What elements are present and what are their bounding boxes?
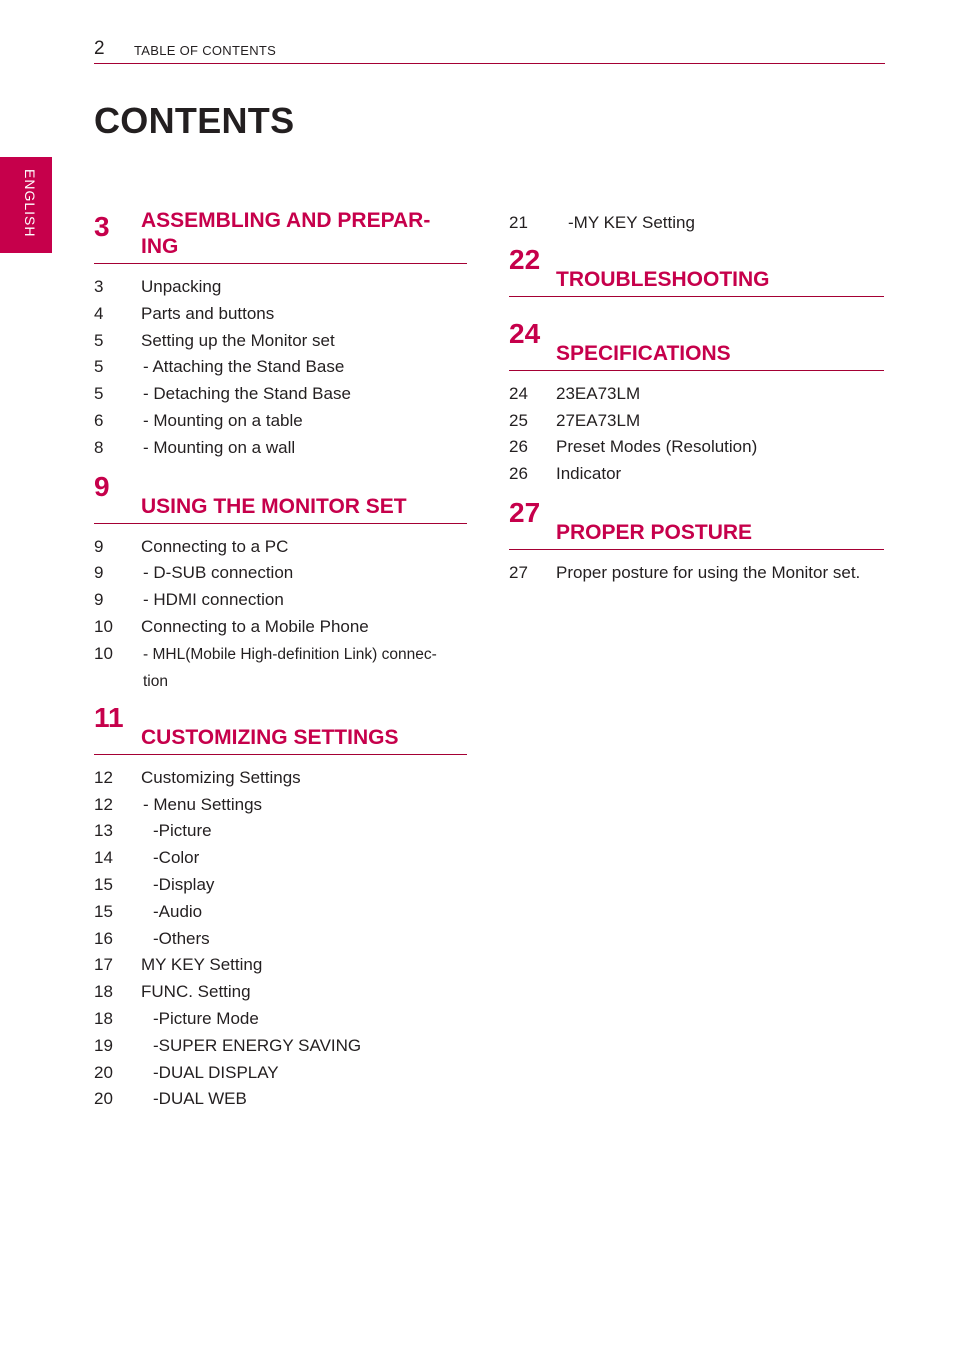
page-number: 2 [94,38,105,59]
entry-text: Connecting to a PC [141,536,289,556]
entry-text: -Display [153,874,215,894]
toc-section-using-monitor [94,470,467,695]
entry-text: -DUAL DISPLAY [153,1062,279,1082]
header-title: TABLE OF CONTENTS [134,43,277,58]
toc-subentry[interactable] [94,1006,467,1033]
entry-list [509,550,884,587]
toc-subentry[interactable] [94,381,467,408]
toc-entry[interactable] [509,560,884,587]
toc-entry[interactable] [94,614,467,641]
toc-section-proper-posture [509,496,884,587]
entry-page: 13 [94,821,113,841]
entry-page: 3 [94,277,104,296]
entry-page: 12 [94,767,113,787]
toc-subentry[interactable] [94,792,467,819]
section-title: USING THE MONITOR SET [141,494,407,518]
entry-text: -Picture Mode [153,1008,259,1028]
toc-subentry[interactable] [94,641,467,695]
entry-page: 20 [94,1089,113,1109]
section-heading[interactable] [94,470,467,524]
entry-page: 9 [94,536,104,556]
entry-page: 4 [94,303,104,323]
entry-text: -Audio [153,901,203,921]
toc-entry[interactable] [509,461,884,488]
section-title: PROPER POSTURE [556,520,753,544]
entry-page: 10 [94,616,113,636]
entry-list-continued [509,208,884,237]
toc-section-customizing [94,701,467,1113]
entry-page: 9 [94,563,104,583]
entry-list [509,371,884,488]
entry-page: 12 [94,794,113,814]
entry-page: 9 [94,590,104,610]
entry-page: 18 [94,982,113,1002]
entry-text: -SUPER ENERGY SAVING [153,1035,362,1055]
entry-page: 16 [94,928,113,948]
section-gap [94,695,467,725]
entry-text: - Menu Settings [143,794,263,814]
entry-text: FUNC. Setting [141,982,251,1002]
section-page-number: 11 [94,701,124,733]
entry-page: 14 [94,848,113,868]
section-gap [94,462,467,494]
toc-section-specifications [509,317,884,488]
toc-subentry[interactable] [94,845,467,872]
entry-text: 23EA73LM [556,383,641,403]
section-title: ASSEMBLING AND PREPAR-ING [141,209,431,258]
section-heading[interactable] [509,317,884,371]
toc-subentry[interactable] [94,1060,467,1087]
toc-subentry[interactable] [94,435,467,462]
toc-section-assembling [94,208,467,462]
entry-page: 19 [94,1035,113,1055]
entry-text: - D-SUB connection [143,563,294,583]
entry-page: 20 [94,1062,113,1082]
toc-subentry[interactable] [94,354,467,381]
entry-page: 6 [94,410,104,430]
toc-section-troubleshooting [509,243,884,297]
page-title: CONTENTS [94,100,295,141]
section-page-number: 22 [509,243,541,275]
toc-subentry[interactable] [94,818,467,845]
language-tab [0,157,52,253]
toc-entry[interactable] [509,434,884,461]
entry-text: - Mounting on a wall [143,437,296,457]
toc-entry[interactable] [94,274,467,301]
toc-subentry[interactable] [94,560,467,587]
entry-text: - Detaching the Stand Base [143,384,351,404]
entry-text: -DUAL WEB [153,1089,247,1109]
section-heading[interactable] [94,208,467,264]
entry-list [94,264,467,462]
section-title: TROUBLESHOOTING [556,267,770,291]
entry-page: 25 [509,410,528,430]
entry-text: -Color [153,848,200,868]
toc-subentry[interactable] [509,210,884,237]
entry-page: 24 [509,383,528,403]
section-gap [509,488,884,520]
entry-text: Connecting to a Mobile Phone [141,616,369,636]
section-heading[interactable] [509,243,884,297]
entry-text: -MY KEY Setting [568,213,695,232]
entry-page: 21 [509,213,528,232]
entry-text: -Others [153,928,210,948]
toc-entry[interactable] [94,301,467,328]
section-page-number: 27 [509,496,541,528]
section-heading[interactable] [509,496,884,550]
section-page-number: 3 [94,211,110,242]
entry-page: 15 [94,901,113,921]
toc-entry[interactable] [509,408,884,435]
entry-page: 10 [94,643,113,663]
entry-page: 17 [94,955,113,975]
entry-text: Preset Modes (Resolution) [556,437,758,457]
section-gap [509,297,884,341]
section-title: SPECIFICATIONS [556,341,731,365]
toc-subentry[interactable] [94,587,467,614]
toc-entry[interactable] [94,765,467,792]
entry-text: Indicator [556,464,622,484]
toc-subentry[interactable] [94,1086,467,1113]
toc-subentry[interactable] [94,872,467,899]
entry-page: 26 [509,464,528,484]
entry-text: - HDMI connection [143,590,284,610]
toc-subentry[interactable] [94,926,467,953]
entry-page: 5 [94,357,104,377]
entry-text: -Picture [153,821,212,841]
entry-page: 18 [94,1008,113,1028]
toc-subentry[interactable] [94,1033,467,1060]
entry-page: 15 [94,874,113,894]
entry-page: 26 [509,437,528,457]
section-title: CUSTOMIZING SETTINGS [141,725,399,749]
toc-entry[interactable] [94,952,467,979]
entry-page: 27 [509,562,528,582]
section-page-number: 24 [509,317,541,349]
entry-text: Unpacking [141,277,222,296]
entry-list [94,524,467,695]
section-heading[interactable] [94,701,467,755]
entry-text: - MHL(Mobile High-definition Link) connec-tion [143,645,437,690]
toc-entry[interactable] [94,328,467,355]
page-header [94,38,885,64]
entry-list [94,755,467,1113]
toc-left-column [94,208,467,1113]
toc-right-column [509,208,884,587]
entry-page: 8 [94,437,104,457]
entry-text: MY KEY Setting [141,955,263,975]
entry-text: Customizing Settings [141,767,301,787]
toc-entry[interactable] [509,381,884,408]
entry-text: Proper posture for using the Monitor set. [556,562,861,582]
entry-text: Setting up the Monitor set [141,330,335,350]
entry-page: 5 [94,330,104,350]
toc-subentry[interactable] [94,899,467,926]
entry-text: - Attaching the Stand Base [143,357,345,377]
section-gap [509,237,884,267]
toc-entry[interactable] [94,534,467,561]
toc-entry[interactable] [94,979,467,1006]
entry-text: - Mounting on a table [143,410,303,430]
section-page-number: 9 [94,470,110,502]
entry-page: 5 [94,384,104,404]
entry-text: 27EA73LM [556,410,641,430]
entry-text: Parts and buttons [141,303,275,323]
toc-subentry[interactable] [94,408,467,435]
language-tab-label: ENGLISH [22,169,38,238]
